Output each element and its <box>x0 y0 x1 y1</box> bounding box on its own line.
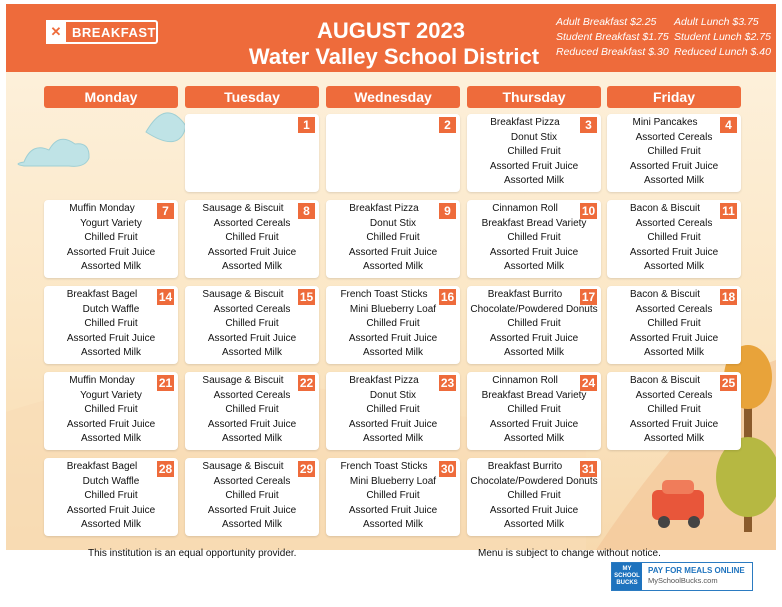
menu-day-cell <box>185 372 319 450</box>
menu-item: Assorted Fruit Juice <box>489 332 579 344</box>
menu-item: Mini Pancakes <box>632 117 698 128</box>
menu-items <box>467 460 601 533</box>
menu-item: Chilled Fruit <box>84 232 138 244</box>
menu-item: Cinnamon Roll <box>492 375 558 386</box>
badge-cta: PAY FOR MEALS ONLINE <box>648 566 745 575</box>
menu-items <box>326 288 460 361</box>
menu-item: Breakfast Bread Variety <box>481 389 587 401</box>
cloud-icon <box>18 139 89 166</box>
date-badge: 10 <box>581 204 596 218</box>
menu-item: Donut Stix <box>369 389 417 401</box>
menu-items <box>607 116 741 189</box>
menu-items <box>467 374 601 447</box>
menu-day-cell <box>326 372 460 450</box>
menu-item: Chilled Fruit <box>225 232 279 244</box>
menu-item: Assorted Milk <box>221 347 282 359</box>
menu-item: Assorted Milk <box>503 175 564 187</box>
menu-item: Breakfast Bagel <box>66 461 138 472</box>
menu-item: Assorted Fruit Juice <box>489 418 579 430</box>
menu-item: Breakfast Bagel <box>66 289 138 300</box>
date-badge: 11 <box>720 203 737 219</box>
menu-items <box>185 288 319 361</box>
menu-item: Muffin Monday <box>69 203 135 214</box>
date-badge: 16 <box>440 290 455 304</box>
menu-items <box>185 374 319 447</box>
menu-item: Assorted Cereals <box>213 475 291 487</box>
menu-item: Sausage & Biscuit <box>202 375 284 386</box>
day-header-tuesday: Tuesday <box>185 86 319 108</box>
menu-items <box>326 460 460 533</box>
lunch-price: Adult Lunch $3.75 <box>674 16 759 28</box>
menu-item: Assorted Fruit Juice <box>489 160 579 172</box>
menu-day-cell <box>326 458 460 536</box>
date-badge: 25 <box>721 376 736 390</box>
lunch-price: Student Lunch $2.75 <box>674 31 771 43</box>
menu-item: Assorted Cereals <box>635 217 713 229</box>
breakfast-price: Student Breakfast $1.75 <box>556 31 669 43</box>
menu-item: Assorted Milk <box>503 519 564 531</box>
menu-item: Assorted Fruit Juice <box>207 332 297 344</box>
menu-item: French Toast Sticks <box>340 289 428 300</box>
menu-item: Sausage & Biscuit <box>202 461 284 472</box>
menu-item: Chilled Fruit <box>507 232 561 244</box>
menu-day-cell <box>326 114 460 192</box>
menu-item: Assorted Milk <box>80 519 141 531</box>
menu-item: Sausage & Biscuit <box>202 203 284 214</box>
menu-day-cell <box>607 286 741 364</box>
menu-day-cell <box>44 200 178 278</box>
menu-item: Assorted Milk <box>221 261 282 273</box>
menu-item: Chilled Fruit <box>366 490 420 502</box>
menu-item: Chilled Fruit <box>507 146 561 158</box>
date-badge: 28 <box>158 462 173 476</box>
menu-item: Assorted Fruit Juice <box>629 332 719 344</box>
day-header-thursday: Thursday <box>467 86 601 108</box>
menu-item: Assorted Milk <box>503 261 564 273</box>
menu-item: Assorted Milk <box>643 261 704 273</box>
date-badge: 24 <box>581 376 596 390</box>
menu-item: Yogurt Variety <box>80 217 142 229</box>
menu-item: Dutch Waffle <box>82 475 140 487</box>
menu-items <box>607 374 741 447</box>
menu-item: Assorted Milk <box>643 433 704 445</box>
menu-day-cell <box>185 200 319 278</box>
menu-item: Assorted Milk <box>80 261 141 273</box>
menu-item: Assorted Milk <box>643 347 704 359</box>
menu-item: Chilled Fruit <box>507 318 561 330</box>
menu-item: Bacon & Biscuit <box>629 375 701 386</box>
menu-items <box>44 460 178 533</box>
menu-item: Assorted Milk <box>503 433 564 445</box>
month-title: AUGUST 2023 <box>317 18 465 43</box>
date-badge: 3 <box>580 117 597 133</box>
menu-item: Chocolate/Powdered Donuts <box>470 475 598 487</box>
menu-item: Assorted Cereals <box>635 131 713 143</box>
menu-day-cell <box>467 286 601 364</box>
date-badge: 15 <box>299 290 314 304</box>
date-badge: 30 <box>440 462 455 476</box>
menu-item: Chilled Fruit <box>366 318 420 330</box>
menu-item: Cinnamon Roll <box>492 203 558 214</box>
menu-item: Donut Stix <box>369 217 417 229</box>
menu-items <box>467 288 601 361</box>
date-badge: 21 <box>158 376 173 390</box>
menu-day-cell <box>607 114 741 192</box>
menu-items <box>44 202 178 275</box>
badge-text <box>642 563 745 590</box>
menu-item: Bacon & Biscuit <box>629 203 701 214</box>
menu-item: Assorted Fruit Juice <box>348 332 438 344</box>
menu-day-cell <box>44 372 178 450</box>
menu-item: Assorted Fruit Juice <box>629 246 719 258</box>
menu-item: Chilled Fruit <box>84 404 138 416</box>
menu-item: Breakfast Burrito <box>487 461 563 472</box>
menu-item: Muffin Monday <box>69 375 135 386</box>
menu-item: French Toast Sticks <box>340 461 428 472</box>
menu-item: Mini Blueberry Loaf <box>349 303 437 315</box>
menu-item: Assorted Milk <box>503 347 564 359</box>
date-badge: 14 <box>158 290 173 304</box>
menu-item: Sausage & Biscuit <box>202 289 284 300</box>
menu-item: Chilled Fruit <box>507 404 561 416</box>
date-badge: 8 <box>298 203 315 219</box>
menu-item: Bacon & Biscuit <box>629 289 701 300</box>
menu-item: Assorted Fruit Juice <box>348 418 438 430</box>
badge-site: MySchoolBucks.com <box>648 576 718 585</box>
myschoolbucks-badge[interactable] <box>611 562 753 591</box>
menu-item: Breakfast Burrito <box>487 289 563 300</box>
menu-day-cell <box>467 458 601 536</box>
menu-item: Assorted Milk <box>362 261 423 273</box>
price-row <box>556 15 776 30</box>
menu-item: Assorted Cereals <box>213 389 291 401</box>
menu-item: Assorted Milk <box>362 519 423 531</box>
date-badge: 29 <box>299 462 314 476</box>
menu-day-cell <box>607 200 741 278</box>
menu-item: Assorted Milk <box>362 347 423 359</box>
menu-items <box>326 374 460 447</box>
menu-items <box>44 288 178 361</box>
menu-item: Assorted Fruit Juice <box>348 246 438 258</box>
menu-item: Donut Stix <box>510 131 558 143</box>
menu-item: Assorted Fruit Juice <box>66 246 156 258</box>
myschoolbucks-logo: MY SCHOOL BUCKS <box>612 563 642 590</box>
menu-item: Chilled Fruit <box>507 490 561 502</box>
menu-day-cell <box>607 372 741 450</box>
date-badge: 1 <box>298 117 315 133</box>
menu-day-cell <box>185 458 319 536</box>
menu-item: Assorted Fruit Juice <box>348 504 438 516</box>
menu-day-cell <box>326 286 460 364</box>
menu-item: Assorted Fruit Juice <box>489 246 579 258</box>
leaf-icon <box>146 113 186 142</box>
logo-label: BREAKFAST <box>72 24 156 40</box>
menu-item: Chilled Fruit <box>647 404 701 416</box>
menu-item: Chilled Fruit <box>366 404 420 416</box>
menu-item: Assorted Milk <box>221 519 282 531</box>
equal-opportunity-note: This institution is an equal opportunity provider. <box>88 548 297 559</box>
date-badge: 17 <box>581 290 596 304</box>
change-notice: Menu is subject to change without notice. <box>478 548 661 559</box>
menu-item: Assorted Cereals <box>213 303 291 315</box>
menu-item: Breakfast Pizza <box>490 117 560 128</box>
menu-day-cell <box>185 114 319 192</box>
menu-item: Yogurt Variety <box>80 389 142 401</box>
date-badge: 4 <box>720 117 737 133</box>
day-header-friday: Friday <box>607 86 741 108</box>
menu-items <box>185 460 319 533</box>
menu-item: Chilled Fruit <box>225 318 279 330</box>
breakfast-logo <box>46 20 158 44</box>
menu-day-cell <box>185 286 319 364</box>
menu-item: Dutch Waffle <box>82 303 140 315</box>
fork-knife-icon: ✕ <box>46 20 66 44</box>
menu-item: Assorted Fruit Juice <box>629 160 719 172</box>
menu-items <box>607 202 741 275</box>
menu-item: Assorted Fruit Juice <box>207 504 297 516</box>
day-header-monday: Monday <box>44 86 178 108</box>
menu-item: Chilled Fruit <box>647 232 701 244</box>
menu-item: Assorted Fruit Juice <box>207 418 297 430</box>
date-badge: 23 <box>440 376 455 390</box>
price-row <box>556 30 776 45</box>
price-list <box>556 15 776 60</box>
menu-day-cell <box>44 286 178 364</box>
menu-item: Assorted Milk <box>221 433 282 445</box>
menu-item: Chilled Fruit <box>647 318 701 330</box>
menu-item: Chilled Fruit <box>84 318 138 330</box>
menu-item: Assorted Milk <box>643 175 704 187</box>
menu-day-cell <box>467 372 601 450</box>
lunch-price: Reduced Lunch $.40 <box>674 46 771 58</box>
menu-day-cell <box>467 200 601 278</box>
breakfast-price: Adult Breakfast $2.25 <box>556 16 657 28</box>
date-badge: 7 <box>157 203 174 219</box>
menu-item: Chilled Fruit <box>84 490 138 502</box>
breakfast-price: Reduced Breakfast $.30 <box>556 46 669 58</box>
date-badge: 22 <box>299 376 314 390</box>
date-badge: 2 <box>439 117 456 133</box>
date-badge: 31 <box>581 462 596 476</box>
menu-item: Assorted Cereals <box>635 389 713 401</box>
menu-item: Assorted Fruit Juice <box>489 504 579 516</box>
date-badge: 18 <box>721 290 736 304</box>
menu-item: Breakfast Pizza <box>349 203 419 214</box>
menu-item: Assorted Fruit Juice <box>66 332 156 344</box>
menu-item: Assorted Fruit Juice <box>207 246 297 258</box>
menu-items <box>607 288 741 361</box>
menu-day-cell <box>326 200 460 278</box>
menu-item: Assorted Milk <box>362 433 423 445</box>
menu-item: Breakfast Pizza <box>349 375 419 386</box>
menu-day-cell <box>44 458 178 536</box>
menu-item: Assorted Fruit Juice <box>629 418 719 430</box>
menu-item: Chilled Fruit <box>225 404 279 416</box>
menu-item: Chilled Fruit <box>366 232 420 244</box>
menu-item: Chilled Fruit <box>225 490 279 502</box>
price-row <box>556 45 776 60</box>
menu-day-cell <box>467 114 601 192</box>
menu-item: Assorted Cereals <box>635 303 713 315</box>
menu-items <box>185 202 319 275</box>
menu-items <box>326 202 460 275</box>
menu-items <box>467 116 601 189</box>
menu-item: Assorted Milk <box>80 347 141 359</box>
menu-item: Assorted Fruit Juice <box>66 504 156 516</box>
menu-items <box>467 202 601 275</box>
menu-item: Assorted Cereals <box>213 217 291 229</box>
menu-item: Breakfast Bread Variety <box>481 217 587 229</box>
menu-items <box>44 374 178 447</box>
menu-item: Chilled Fruit <box>647 146 701 158</box>
menu-item: Chocolate/Powdered Donuts <box>470 303 598 315</box>
district-title: Water Valley School District <box>248 44 540 69</box>
menu-item: Mini Blueberry Loaf <box>349 475 437 487</box>
date-badge: 9 <box>439 203 456 219</box>
menu-item: Assorted Milk <box>80 433 141 445</box>
day-header-wednesday: Wednesday <box>326 86 460 108</box>
menu-item: Assorted Fruit Juice <box>66 418 156 430</box>
